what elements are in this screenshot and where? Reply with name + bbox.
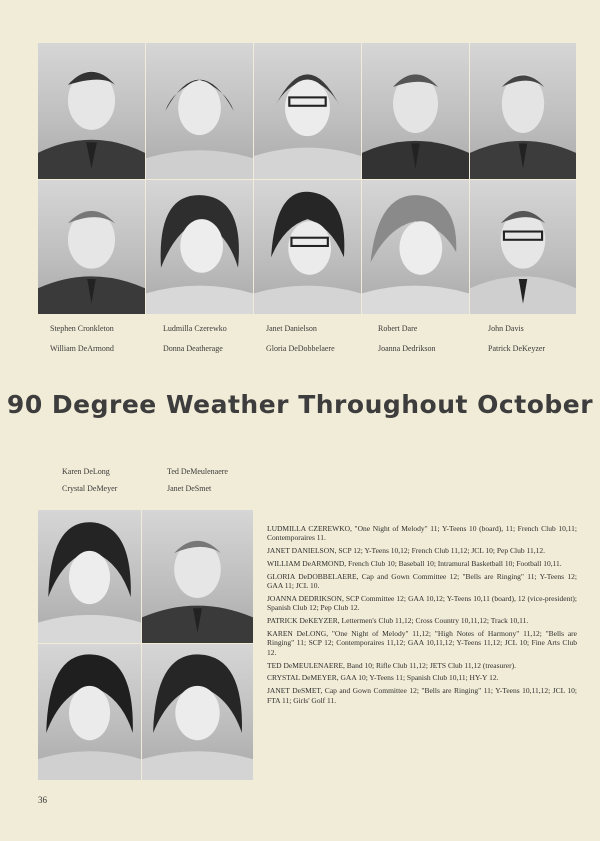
portrait-karen-delong [38,510,141,643]
portrait-ted-demeulenaere [142,510,253,643]
name-label: Patrick DeKeyzer [488,344,546,353]
portrait-joanna-dedrikson [362,180,469,314]
bio-entry: WILLIAM DeARMOND, French Club 10; Baseball 10; Intramural Basketball 10; Football 10,11. [267,559,562,568]
portrait-ludmilla-czerewko [146,43,253,179]
bio-entry: JOANNA DEDRIKSON, SCP Committee 12; GAA 10,12; Y-Teens 10,11 (board), 12 (vice-president); Spanish Club 12; Pep Club 12. [267,594,577,613]
portrait-stephen-cronkleton [38,43,145,179]
bio-entry: CRYSTAL DeMEYER, GAA 10; Y-Teens 11; Spanish Club 10,11; HY-Y 12. [267,673,499,683]
name-label: Gloria DeDobbelaere [266,344,335,353]
name-label: Janet DeSmet [167,484,212,493]
bio-entry: PATRICK DeKEYZER, Lettermen's Club 11,12; Cross Country 10,11,12; Track 10,11. [267,616,529,626]
lower-names-left [62,467,117,493]
page-headline: 90 Degree Weather Throughout October [6,390,594,419]
bio-entry: TED DeMEULENAERE, Band 10; Rifle Club 11,12; JETS Club 11,12 (treasurer). [267,660,516,670]
name-label: Karen DeLong [62,467,110,476]
names-row-2 [0,344,600,356]
name-label: William DeArmond [50,344,114,353]
biographies [267,524,577,708]
bio-entry: GLORIA DeDOBBELAERE, Cap and Gown Committee 12; "Bells are Ringing" 11; Y-Teens 12; GAA 11; JCL 10. [267,571,577,591]
bio-entry: LUDMILLA CZEREWKO, "One Night of Melody" 11; Y-Teens 10 (board), 11; French Club 10,11; Contemporaires 11. [267,524,577,543]
name-label: Janet Danielson [266,324,317,333]
name-label: John Davis [488,324,524,333]
name-label: Stephen Cronkleton [50,324,114,333]
portrait-john-davis [470,43,576,179]
names-row-1 [0,324,600,336]
portrait-crystal-demeyer [38,644,141,780]
portrait-patrick-dekeyzer [470,180,576,314]
portrait-janet-danielson [254,43,361,179]
page-number: 36 [38,795,47,805]
portrait-donna-deatherage [146,180,253,314]
name-label: Donna Deatherage [163,344,223,353]
portrait-janet-desmet [142,644,253,780]
bio-entry: JANET DANIELSON, SCP 12; Y-Teens 10,12; French Club 11,12; JCL 10; Pep Club 11,12. [267,546,545,556]
portrait-gloria-dedobbelaere [254,180,361,314]
portrait-robert-dare [362,43,469,179]
name-label: Joanna Dedrikson [378,344,436,353]
bio-entry: KAREN DeLONG, "One Night of Melody" 11,12; "High Notes of Harmony" 11,12; "Bells are Ringing" 11; SCP 12; Contemporaires 11,12; GAA 10,11,12; Y-Teens 11,12; JCL 10; Fine Arts Club 12. [267,629,577,657]
name-label: Robert Dare [378,324,418,333]
portrait-william-dearmond [38,180,145,314]
name-label: Crystal DeMeyer [62,484,118,493]
bio-entry: JANET DeSMET, Cap and Gown Committee 12; "Bells are Ringing" 11; Y-Teens 10,11,12; JCL 10; FTA 11; Girls' Golf 11. [267,686,577,705]
name-label: Ludmilla Czerewko [163,324,227,333]
lower-names-right [167,467,228,493]
name-label: Ted DeMeulenaere [167,467,228,476]
